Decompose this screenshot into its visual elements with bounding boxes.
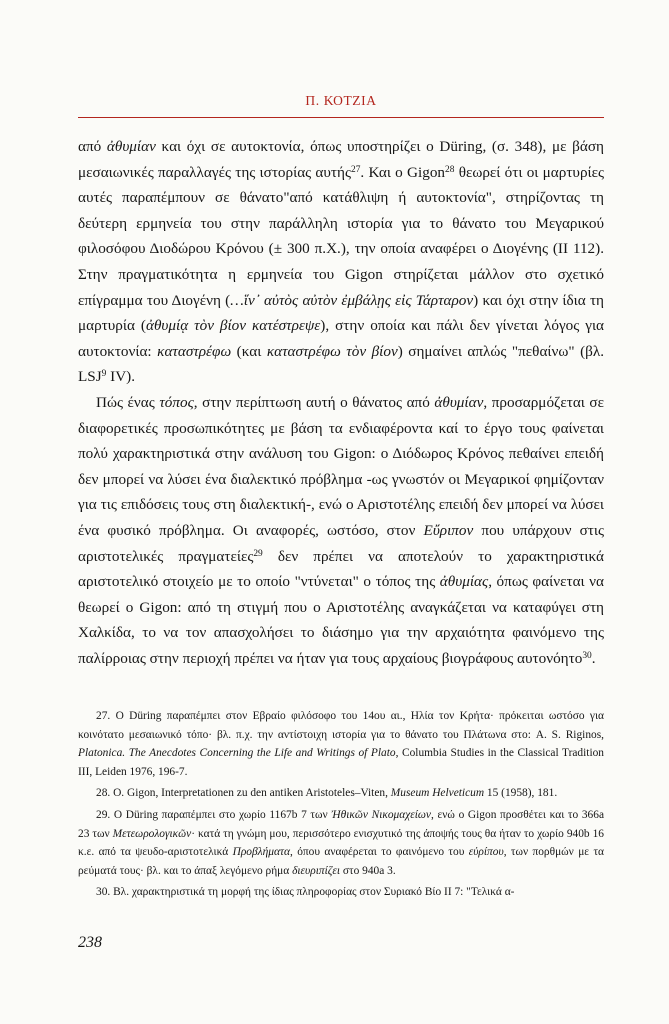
footnote-ref: 27 bbox=[350, 164, 361, 175]
footnote bbox=[78, 883, 604, 902]
footnote-ref: 9 bbox=[101, 369, 107, 380]
text-run: , Columbia Studies in the Classical Tradition III, Leiden 1976, 196-7. bbox=[78, 747, 604, 778]
text-run: , όπως φαίνεται να θεωρεί ο Gigon: από τη στιγμή που ο Αριστοτέλης αναγκάζεται να καταφύγει στη Χαλκίδα, το να τον απασχολήσει το διάσημο για την αρχαιότητα φαινόμενο της παλίρροιας στην περιοχή πρέπει να ήταν για τους αρχαίους βιογράφους αυτονόητο bbox=[78, 573, 605, 667]
footnote-ref: 29 bbox=[253, 548, 263, 559]
text-run: ) και όχι στην ίδια τη μαρτυρία ( bbox=[78, 291, 604, 335]
text-run: από bbox=[78, 138, 107, 155]
text-run: , ενώ ο Gigon προσθέτει και το 366a 23 των bbox=[78, 808, 604, 840]
footnote-ref: 28 bbox=[445, 164, 455, 175]
italic-text: καταστρέφω τὸν βίον bbox=[266, 342, 398, 360]
text-run: , στην περίπτωση αυτή ο θάνατος από bbox=[193, 393, 435, 411]
italic-text: Museum Helveticum bbox=[390, 787, 485, 800]
italic-text: Εὔριπον bbox=[423, 521, 474, 539]
text-run: , όπου αναφέρεται το φαινόμενο του bbox=[290, 846, 469, 859]
text-run: 15 (1958), 181. bbox=[484, 787, 558, 800]
paragraph bbox=[78, 390, 604, 672]
italic-text: ἀθυμίαν bbox=[434, 393, 484, 411]
footnote bbox=[78, 806, 604, 880]
text-run: 28. O. Gigon, Interpretationen zu den antiken Aristoteles–Viten, bbox=[96, 787, 391, 800]
italic-text: διευριπίζει bbox=[292, 864, 341, 877]
text-run: IV). bbox=[106, 368, 136, 386]
italic-text: ἀθυμίας bbox=[439, 573, 489, 591]
italic-text: εὐρίπου bbox=[468, 846, 504, 859]
header-rule bbox=[78, 117, 604, 118]
text-run: δεν πρέπει να αποτελούν το χαρακτηριστικά αριστοτελικό στοιχείο με το οποίο "ντύνεται" ο τόπος της bbox=[78, 547, 604, 591]
italic-text: Ἠθικῶν Νικομαχείων bbox=[331, 808, 431, 821]
text-run: Πώς ένας bbox=[96, 393, 160, 411]
text-run: (και bbox=[231, 342, 267, 360]
text-run: 30. Βλ. χαρακτηριστικά τη μορφή της ίδιας πληροφορίας στον Συριακό Βίο ΙΙ 7: "Τελικά α- bbox=[96, 886, 515, 899]
text-run: θεωρεί ότι οι μαρτυρίες αυτές παραπέμπουν σε θάνατο"από κατάθλιψη ή αυτοκτονία", στηρίζοντας τη δεύτερη ερμηνεία του στην παράλληλη ιστορία για το θάνατο του Μεγαρικού φιλοσόφου Διοδώρου Κρόνου (± 300 π.Χ.), την οποία αναφέρει ο Διογένης (ΙΙ 112). Στην πραγματικότητα η ερμηνεία του Gigon στηρίζεται μάλλον στο σχετικό επίγραμμα του Διογένη ( bbox=[78, 163, 605, 309]
italic-text: …ἵν᾽ αὐτὸς αὐτὸν ἐμβάλῃς εἰς Τάρταρον bbox=[230, 291, 474, 309]
page-number: 238 bbox=[78, 934, 102, 951]
text-run: , προσαρμόζεται σε διαφορετικές προσωπικότητες με βάση τα ενδιαφέροντα καί το έργο τους φαίνεται πολύ χαρακτηριστικά στην ανάλυση του Gigon: ο Διόδωρος Κρόνος πεθαίνει επειδή δεν μπορεί να λύσει ένα διαλεκτικό πρόβλημα -ως γνωστόν οι Μεγαρικοί φημίζονταν για τις επιδόσεις τους στη διαλεκτική-, ενώ ο Αριστοτέλης επειδή δεν μπορεί να λύσει ένα φυσικό πρόβλημα. Οι αναφορές, ωστόσο, στον bbox=[78, 393, 604, 539]
italic-text: Platonica. The Anecdotes Concerning the Life and Writings of Plato bbox=[78, 747, 396, 760]
text-run: 29. Ο Düring παραπέμπει στο χωρίο 1167b 7 των bbox=[96, 808, 332, 821]
text-run: και όχι σε αυτοκτονία, όπως υποστηρίζει ο Düring, (σ. 348), με βάση μεσαιωνικές παραλλαγές της ιστορίας αυτής bbox=[78, 138, 604, 181]
footnote-ref: 30 bbox=[582, 650, 592, 661]
text-run: , των πορθμών με τα ρεύματά τους· βλ. και το άπαξ λεγόμενο ρήμα bbox=[78, 846, 604, 877]
italic-text: καταστρέφω bbox=[157, 342, 232, 360]
text-run: που υπάρχουν στις αριστοτελικές πραγματείες bbox=[78, 521, 604, 565]
text-run: ), στην οποία και πάλι δεν γίνεται λόγος για αυτοκτονία: bbox=[78, 317, 605, 360]
text-run: 27. Ο Düring παραπέμπει στον Εβραίο φιλόσοφο του 14ου αι., Ηλία τον Κρήτα· πρόκειται ωστόσο για κοινότατο μεσαιωνικό τόπο· βλ. π.χ. την αντίστοιχη ιστορία για το θάνατο του Πλάτωνα στο: A. S. Riginos, bbox=[78, 710, 604, 741]
running-header: Π. ΚΟΤΖΙΑ bbox=[305, 93, 377, 108]
text-run: · κατά τη γνώμη μου, περισσότερο ενισχυτικό της άποψής τους θα ήταν το χωρίο 940b 16 κ.ε. από τα ψευδο-αριστοτελικά bbox=[78, 827, 605, 859]
footnotes bbox=[78, 707, 604, 902]
italic-text: Προβλήματα bbox=[232, 846, 290, 859]
text-run: . Και ο Gigon bbox=[360, 163, 446, 181]
text-run: ) σημαίνει απλώς "πεθαίνω" (βλ. LSJ bbox=[78, 342, 605, 386]
italic-text: τόπος bbox=[159, 393, 194, 411]
footnote bbox=[78, 707, 604, 781]
main-text bbox=[78, 134, 604, 671]
paragraph bbox=[78, 134, 604, 390]
italic-text: ἀθυμίᾳ τὸν βίον κατέστρεψε bbox=[145, 317, 321, 335]
footnote bbox=[78, 784, 604, 803]
italic-text: ἀθυμίαν bbox=[106, 138, 156, 155]
text-run: στο 940a 3. bbox=[340, 864, 396, 877]
text-run: . bbox=[591, 649, 596, 667]
italic-text: Μετεωρολογικῶν bbox=[112, 827, 192, 840]
